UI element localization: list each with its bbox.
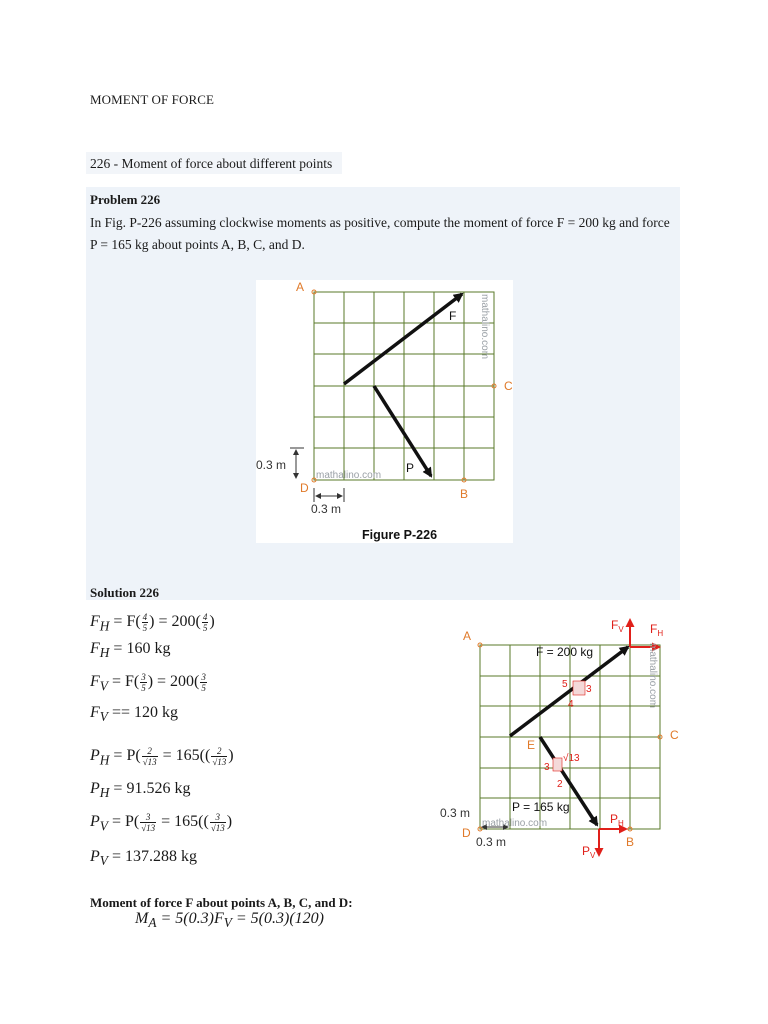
equation-fv-2: $F_V == 120$ kg	[90, 704, 178, 725]
fv-label: $F_V$	[611, 618, 624, 634]
page-title: MOMENT OF FORCE	[90, 92, 215, 107]
problem-statement: In Fig. P-226 assuming clockwise moments as positive, compute the moment of force F = 200 kg and force P = 165 kg about points A, B, C, and D.	[90, 215, 670, 252]
p-slope-side: 3	[544, 762, 550, 773]
figure-caption: Figure P-226	[362, 528, 438, 542]
label-f: F	[449, 309, 457, 323]
solution-label-c: C	[670, 728, 679, 742]
solution-heading: Solution 226	[90, 585, 159, 600]
f-slope-side: 3	[586, 684, 592, 695]
label-b: B	[460, 487, 469, 501]
p-slope-triangle	[553, 758, 562, 771]
ph-label: $P_H$	[610, 812, 624, 828]
vertical-dimension-label: 0.3 m	[256, 458, 287, 472]
equation-fh-2: $F_H = 160$ kg	[90, 640, 171, 661]
f-slope-triangle	[573, 681, 585, 695]
equation-ph-1: $P_H = P$( $\frac{2}{√13}$ = 165(( $\frac{2}{√13}$ )	[90, 746, 234, 768]
pv-label: $P_V$	[582, 844, 596, 860]
solution-vertical-dimension-label: 0.3 m	[440, 806, 471, 820]
solution-horizontal-dimension-label: 0.3 m	[476, 835, 507, 849]
label-a: A	[296, 280, 305, 294]
solution-figure-drawing	[430, 615, 690, 865]
equation-pv-1: $P_V = P$( $\frac{3}{√13}$ = 165(( $\frac{3}{√13}$ )	[90, 812, 233, 834]
f-magnitude-label: F = 200 kg	[536, 645, 594, 659]
moment-heading: Moment of force F about points A, B, C, and D:	[90, 895, 353, 910]
equation-ph-2: $P_H = 91.526$ kg	[90, 780, 191, 801]
solution-label-d: D	[462, 826, 471, 840]
p-magnitude-label: P = 165 kg	[512, 800, 570, 814]
f-slope-hyp: 5	[562, 679, 568, 690]
equation-fv-1: $F_V = F$( $\frac{3}{5}$ ) = 200( $\frac{3}{5}$	[90, 672, 206, 694]
label-c: C	[504, 379, 513, 393]
solution-grid	[480, 645, 660, 829]
solution-watermark-bottom: mathalino.com	[482, 818, 548, 829]
solution-force-f-arrow	[510, 647, 628, 736]
solution-watermark-side: mathalino.com	[647, 643, 658, 709]
p-slope-hyp: √13	[563, 753, 580, 764]
solution-figure	[430, 615, 690, 865]
figure-p226-drawing	[256, 280, 513, 543]
equation-ma: $M_A = 5(0.3)F_V = 5(0.3)(120)$	[135, 910, 324, 931]
figure-p226	[256, 280, 513, 543]
solution-label-b: B	[626, 835, 635, 849]
grid	[314, 292, 494, 480]
equation-pv-2: $P_V = 137.288$ kg	[90, 848, 197, 869]
fh-label: $F_H$	[650, 622, 664, 638]
force-f-arrow	[344, 294, 462, 384]
horizontal-dimension-label: 0.3 m	[311, 502, 342, 516]
problem-heading: Problem 226	[90, 192, 161, 207]
solution-label-a: A	[463, 629, 472, 643]
label-p: P	[406, 461, 415, 475]
section-subtitle: 226 - Moment of force about different points	[90, 156, 333, 171]
p-slope-base: 2	[557, 779, 563, 790]
watermark-side: mathalino.com	[479, 294, 490, 360]
label-d: D	[300, 481, 309, 495]
force-p-arrow	[374, 386, 431, 476]
watermark-bottom: mathalino.com	[316, 470, 382, 481]
equation-fh-1: $F_H = F$( $\frac{4}{5}$ ) = 200( $\frac{4}{5}$ )	[90, 612, 215, 634]
f-slope-base: 4	[568, 699, 574, 710]
solution-label-e: E	[527, 738, 536, 752]
